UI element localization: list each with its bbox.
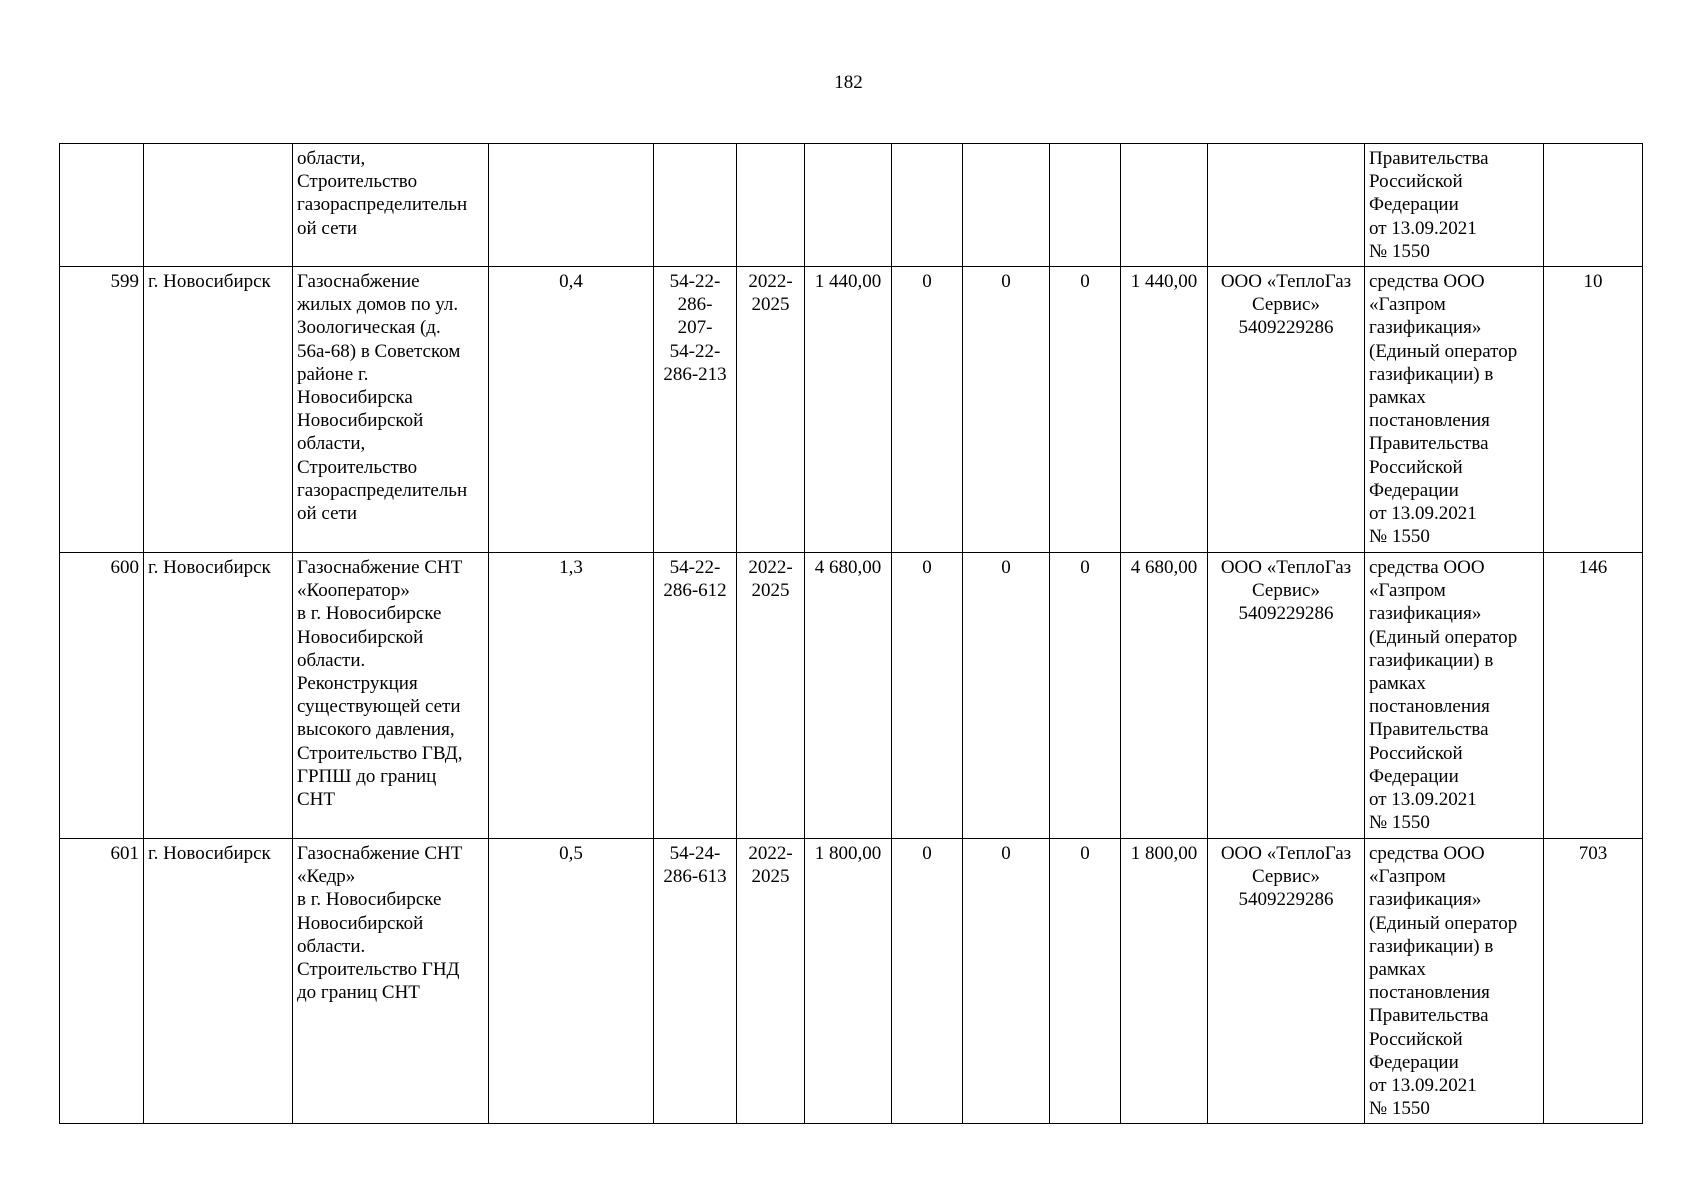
cell-code: 54-22- 286-612 [654, 553, 737, 839]
cell-last: 10 [1544, 267, 1643, 553]
cell-v2: 0 [963, 267, 1050, 553]
cell-length: 1,3 [489, 553, 654, 839]
cell-v2: 0 [963, 839, 1050, 1124]
cell-source: средства ООО «Газпром газификация» (Единый оператор газификации) в рамках постановления Правительства Российской Федерации от 13.09.2021 № 1550 [1365, 553, 1544, 839]
table-row [60, 267, 1643, 553]
cell-source: средства ООО «Газпром газификация» (Единый оператор газификации) в рамках постановления Правительства Российской Федерации от 13.09.2021 № 1550 [1365, 839, 1544, 1124]
table-row [60, 553, 1643, 839]
cell-description: области, Строительство газораспределительн ой сети [293, 144, 489, 267]
cell-v3: 0 [1050, 267, 1121, 553]
data-table [59, 143, 1643, 1124]
cell-description: Газоснабжение СНТ «Кедр» в г. Новосибирске Новосибирской области. Строительство ГНД до границ СНТ [293, 839, 489, 1124]
cell-code: 54-22- 286- 207- 54-22- 286-213 [654, 267, 737, 553]
cell-length [489, 144, 654, 267]
cell-org: ООО «ТеплоГаз Сервис» 5409229286 [1208, 267, 1365, 553]
cell-total: 1 440,00 [805, 267, 892, 553]
cell-length: 0,4 [489, 267, 654, 553]
cell-total [805, 144, 892, 267]
cell-num [60, 144, 144, 267]
cell-v3: 0 [1050, 839, 1121, 1124]
cell-city [144, 144, 293, 267]
cell-source: Правительства Российской Федерации от 13.09.2021 № 1550 [1365, 144, 1544, 267]
cell-period: 2022- 2025 [737, 839, 805, 1124]
cell-v1: 0 [892, 553, 963, 839]
cell-v4: 1 800,00 [1121, 839, 1208, 1124]
cell-v1 [892, 144, 963, 267]
cell-v1: 0 [892, 839, 963, 1124]
cell-last: 703 [1544, 839, 1643, 1124]
cell-length: 0,5 [489, 839, 654, 1124]
cell-last [1544, 144, 1643, 267]
cell-code: 54-24- 286-613 [654, 839, 737, 1124]
cell-v2: 0 [963, 553, 1050, 839]
cell-code [654, 144, 737, 267]
cell-total: 4 680,00 [805, 553, 892, 839]
cell-description: Газоснабжение жилых домов по ул. Зоологическая (д. 56а-68) в Советском районе г. Новосибирска Новосибирской области, Строительство газораспределительн ой сети [293, 267, 489, 553]
cell-v4 [1121, 144, 1208, 267]
cell-org [1208, 144, 1365, 267]
cell-num: 601 [60, 839, 144, 1124]
cell-v1: 0 [892, 267, 963, 553]
cell-v4: 1 440,00 [1121, 267, 1208, 553]
cell-source: средства ООО «Газпром газификация» (Единый оператор газификации) в рамках постановления Правительства Российской Федерации от 13.09.2021 № 1550 [1365, 267, 1544, 553]
table-row-continuation [60, 144, 1643, 267]
cell-city: г. Новосибирск [144, 839, 293, 1124]
cell-v3: 0 [1050, 553, 1121, 839]
cell-v4: 4 680,00 [1121, 553, 1208, 839]
cell-period [737, 144, 805, 267]
cell-city: г. Новосибирск [144, 553, 293, 839]
cell-city: г. Новосибирск [144, 267, 293, 553]
cell-num: 599 [60, 267, 144, 553]
cell-period: 2022- 2025 [737, 267, 805, 553]
cell-last: 146 [1544, 553, 1643, 839]
cell-description: Газоснабжение СНТ «Кооператор» в г. Новосибирске Новосибирской области. Реконструкция существующей сети высокого давления, Строительство ГВД, ГРПШ до границ СНТ [293, 553, 489, 839]
cell-period: 2022- 2025 [737, 553, 805, 839]
cell-org: ООО «ТеплоГаз Сервис» 5409229286 [1208, 839, 1365, 1124]
cell-total: 1 800,00 [805, 839, 892, 1124]
cell-num: 600 [60, 553, 144, 839]
cell-org: ООО «ТеплоГаз Сервис» 5409229286 [1208, 553, 1365, 839]
table-row [60, 839, 1643, 1124]
page-number: 182 [834, 72, 863, 93]
cell-v3 [1050, 144, 1121, 267]
cell-v2 [963, 144, 1050, 267]
